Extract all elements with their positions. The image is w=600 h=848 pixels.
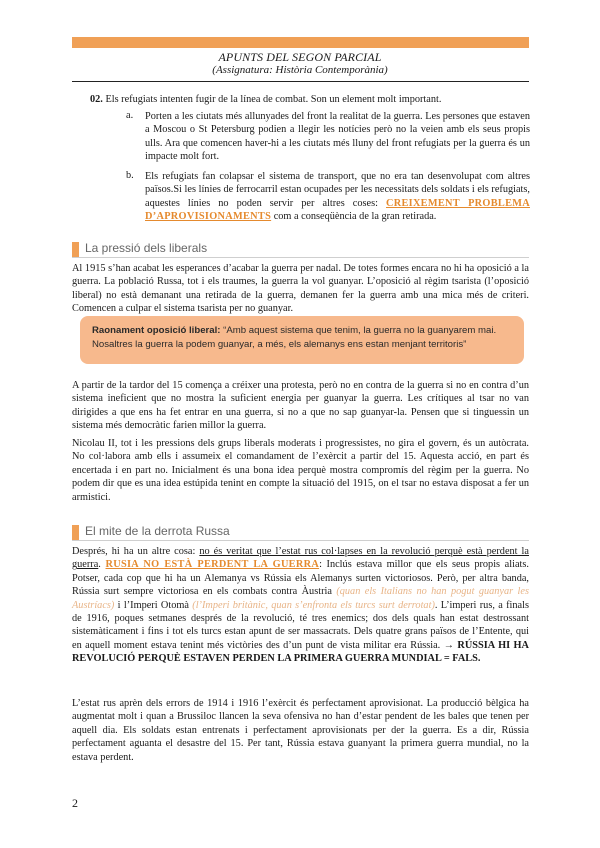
section-heading-mite: [72, 524, 529, 541]
list-marker-a: a.: [126, 110, 134, 121]
header-divider: [72, 81, 529, 82]
list-item-b-tail: com a conseqüència de la gran retirada.: [271, 211, 437, 223]
faint-note-italians: (quan els Italians no han pogut guanyar les Austríacs): [72, 586, 529, 611]
callout-quote: “Amb aquest sistema que tenim, la guerra no la guanyarem mai. Nosaltres la guerra la podem guanyar, a més, els alemanys ens estan menjant territoris”: [92, 325, 497, 350]
section-heading-text: La pressió dels liberals: [85, 241, 208, 255]
callout-text: [92, 324, 514, 352]
list-item-a: Porten a les ciutats més allunyades del front la realitat de la guerra. Les persones que estaven a Moscou o St Petersburg podien a llegir les notícies però no la veien amb els seus propis ulls. Ara que comencen haver-hi a les ciutats més lluny del front refugiats per la guerra és un impacte molt fort.: [145, 111, 530, 163]
document-title: APUNTS DEL SEGON PARCIAL: [218, 50, 382, 64]
list-item-b: [145, 170, 530, 224]
highlight-rusia: RUSIA NO ESTÀ PERDENT LA GUERRA: [105, 559, 320, 571]
faint-note-turcs: (l’Imperi britànic, quan s’enfronta els turcs surt derrotat): [192, 599, 435, 611]
highlight-aprovisionaments: CREIXEMENT PROBLEMA D’APROVISIONAMENTS: [145, 197, 530, 223]
text-run: .: [98, 559, 106, 571]
paragraph-nicolau: Nicolau II, tot i les pressions dels grups liberals moderats i progressistes, no gira el govern, és un autòcrata. No col·labora amb ells i assumeix el comandament de l’exèrcit a partir del 15. Aquesta acció, en part és encertada i en part no. Inicialment és una bona idea perquè mostra compromís del règim per la guerra. No podem dir que es una idea estúpida tenint en compte la situació del 1915, on el tsar no estava disposat a fer un armistici.: [72, 438, 529, 503]
underlined-claim: no és veritat que l’estat rus col·lapses en la revolució perquè està perdent la guerra: [72, 546, 529, 571]
heading-marker: [72, 525, 79, 540]
section-heading-liberals: [72, 241, 529, 258]
page-number: 2: [72, 796, 78, 810]
heading-marker: [72, 242, 79, 257]
item-number: 02.: [90, 94, 103, 105]
list-marker-b: b.: [126, 170, 134, 181]
item-02-paragraph: [90, 93, 530, 106]
callout-box: [80, 316, 524, 364]
paragraph-tardor: A partir de la tardor del 15 comença a créixer una protesta, però no en contra de la guerra si no en contra d’un sistema ineficient que no mostra la suficient energia per guanyar la guerra. Les crítiques al tsar no van dirigides a que ens ha fet entrar en una guerra, si no a que no sap guanyar-la. Pensen que si tinguessin un sistema més democràtic farien millor la guerra.: [72, 380, 529, 432]
document-subtitle: (Assignatura: Història Contemporània): [212, 64, 388, 76]
text-run: . L’imperi rus, a finals de 1916, poques setmanes després de la revolució, té tres enemics; dos dels quals han estat destrossant sistemàticament i fins i tot els turcs estan apunt de ser massacrats. Dels quatre grans països de l’Entente, qui en aquell moment estava tenint més victòries des d’un punt de vista militar era Rússia.: [72, 599, 529, 651]
text-run: : Inclús estava millor que els seus propis aliats. Potser, cada cop que hi ha un Alemanya vs Rússia els Alemanys surten victoriosos. Però, per altra banda, Rússia surt sempre victoriosa en els combats contra Àustria: [72, 559, 529, 598]
conclusion-fals: → RÚSSIA HI HA REVOLUCIÓ PERQUÈ ESTAVEN PERDEN LA PRIMERA GUERRA MUNDIAL = FALS.: [72, 639, 529, 665]
list-item-b-text: Els refugiats fan colapsar el sistema de transport, que no era tan desenvolupat com altres països.Si les línies de ferrocarril estan ocupades per les necessitats dels soldats i els refugiats, aquestes línies no poden servir per altres coses:: [145, 171, 530, 209]
header-accent-bar: [72, 37, 529, 48]
paragraph-estat-rus: L’estat rus aprèn dels errors de 1914 i 1916 l’exèrcit és perfectament aprovisionat. La producció bèlgica ha augmentat molt i quan a Brussiloc llancen la seva ofensiva no han d’estar pendent de les bales que tenen per aquell dia. Els soldats estan entrenats i perfectament aprovisionats per der la guerra. Es a dir, Rússia perfectament aguanta el desastre del 15. Per tant, Rússia estava guanyant la primera guerra mundial, no la estava perdent.: [72, 698, 529, 763]
item-02-text: Els refugiats intenten fugir de la línea de combat. Son un element molt important.: [105, 94, 442, 105]
callout-label: Raonament oposició liberal:: [92, 325, 221, 336]
paragraph-1915: Al 1915 s’han acabat les esperances d’acabar la guerra per nadal. De totes formes encara no hi ha oposició a la guerra. La població Russa, tot i els traumes, la guerra la vol guanyar. L’oposició al règim tsarista (l’oposició liberal) no està demanant una retirada de la guerra, demanen fer la guerra amb una mica més de criteri. Comencen a culpar el sistema tsarista per no guanyar.: [72, 263, 529, 315]
text-run: i l’Imperi Otomà: [114, 599, 193, 611]
section-heading-text: El mite de la derrota Russa: [85, 524, 230, 538]
paragraph-mite: [72, 545, 529, 666]
text-run: Després, hi ha un altre cosa:: [72, 546, 200, 557]
